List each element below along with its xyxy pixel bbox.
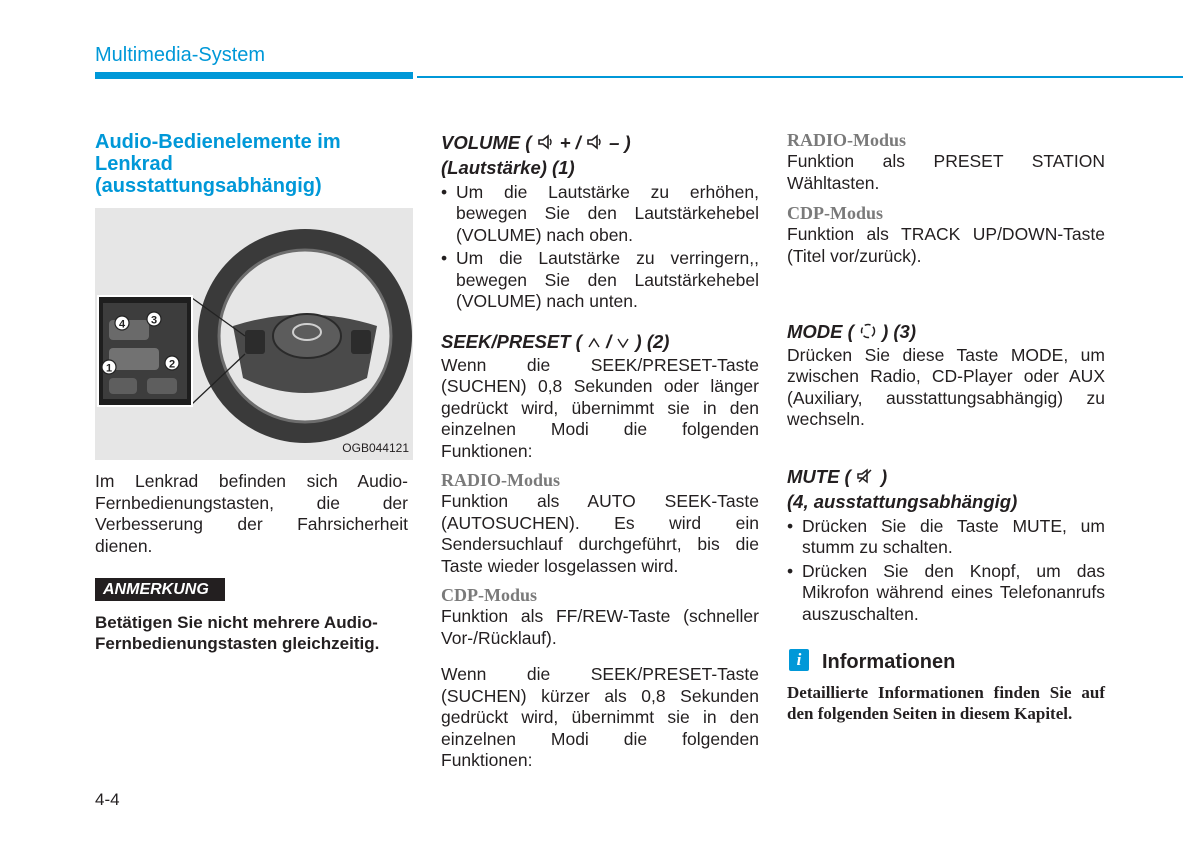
svg-text:1: 1: [105, 362, 113, 375]
chevron-down-icon: [616, 332, 630, 355]
speaker-up-icon: [537, 133, 555, 156]
seek-cdp-label: CDP-Modus: [441, 585, 538, 606]
preset-section: [787, 130, 1105, 267]
callout-1: [102, 360, 116, 375]
preset-cdp-text: Funktion als TRACK UP/DOWN-Taste (Titel vor/zurück).: [787, 224, 1105, 266]
volume-heading: VOLUME ( + / – ): [441, 131, 759, 156]
seek-radio-label: RADIO-Modus: [441, 470, 561, 491]
preset-radio-text: Funktion als PRESET STATION Wähltasten.: [787, 151, 1105, 193]
callout-3: [147, 312, 161, 327]
info-icon: i: [789, 649, 809, 671]
volume-bullet-up: • Um die Lautstärke zu erhöhen, bewegen Sie den Lautstärkehebel (VOLUME) nach oben.: [441, 182, 759, 247]
steering-wheel-figure: [95, 208, 413, 460]
seek-long-press-text: Wenn die SEEK/PRESET-Taste (SUCHEN) 0,8 Sekunden oder länger gedrückt wird, übernimmt sie in den einzelnen Modi die folgenden Funktionen:: [441, 354, 759, 461]
seek-heading: SEEK/PRESET ( / ) (2): [441, 330, 759, 355]
section-heading: Audio-Bedienelemente im Lenkrad (ausstattungsabhängig): [95, 131, 341, 197]
preset-radio-label: RADIO-Modus: [787, 130, 907, 150]
seek-section: [441, 330, 759, 772]
mode-cycle-icon: [859, 322, 877, 345]
svg-text:3: 3: [150, 314, 158, 327]
intro-paragraph: Im Lenkrad befinden sich Audio-Fernbedienungstasten, die der Verbesserung der Fahrsicherheit dienen.: [95, 471, 408, 556]
note-label: ANMERKUNG: [95, 578, 225, 601]
info-text: Detaillierte Informationen finden Sie auf den folgenden Seiten in diesem Kapitel.: [787, 683, 1105, 723]
mode-section: [787, 320, 1105, 431]
volume-heading-sub: (Lautstärke) (1): [441, 156, 575, 178]
seek-cdp-text: Funktion als FF/REW-Taste (schneller Vor-/Rücklauf).: [441, 606, 759, 648]
section-header-title: Multimedia-System: [95, 44, 266, 66]
callout-2: [165, 356, 179, 371]
info-title: Informationen: [822, 651, 956, 673]
page-number: 4-4: [95, 790, 120, 809]
mute-heading: MUTE ( ): [787, 465, 1105, 490]
header-rule-thick: [95, 72, 413, 79]
mode-text: Drücken Sie diese Taste MODE, um zwischen Radio, CD-Player oder AUX (Auxiliary, ausstattungsabhängig) zu wechseln.: [787, 344, 1105, 430]
seek-radio-text: Funktion als AUTO SEEK-Taste (AUTOSUCHEN). Es wird ein Sendersuchlauf durchgeführt, bis die Taste wieder losgelassen wird.: [441, 491, 759, 576]
mute-bullet-mute: • Drücken Sie die Taste MUTE, um stumm zu schalten.: [787, 516, 1105, 559]
volume-bullet-down: • Um die Lautstärke zu verringern,, bewegen Sie den Lautstärkehebel (VOLUME) nach unten.: [441, 248, 759, 313]
mute-heading-sub: (4, ausstattungsabhängig): [787, 490, 1018, 512]
mute-section: [787, 465, 1105, 625]
header-rule-thin: [417, 76, 1183, 78]
steering-wheel-illustration: [95, 208, 413, 460]
volume-section: [441, 131, 759, 313]
mode-heading: MODE ( ) (3): [787, 320, 1105, 345]
svg-text:4: 4: [118, 318, 126, 331]
mute-bullet-mic: • Drücken Sie den Knopf, um das Mikrofon während eines Telefonanrufs auszuschalten.: [787, 561, 1105, 626]
chevron-up-icon: [587, 332, 601, 355]
note-text: Betätigen Sie nicht mehrere Audio-Fernbedienungstasten gleichzeitig.: [95, 613, 380, 653]
speaker-down-icon: [586, 133, 604, 156]
mute-speaker-icon: [856, 467, 876, 490]
figure-caption: OGB044121: [342, 441, 409, 455]
callout-4: [115, 316, 129, 331]
svg-text:2: 2: [168, 358, 176, 371]
preset-cdp-label: CDP-Modus: [787, 203, 884, 223]
seek-short-press-text: Wenn die SEEK/PRESET-Taste (SUCHEN) kürzer als 0,8 Sekunden gedrückt wird, übernimmt sie in den einzelnen Modi die folgenden Funktionen:: [441, 664, 759, 771]
